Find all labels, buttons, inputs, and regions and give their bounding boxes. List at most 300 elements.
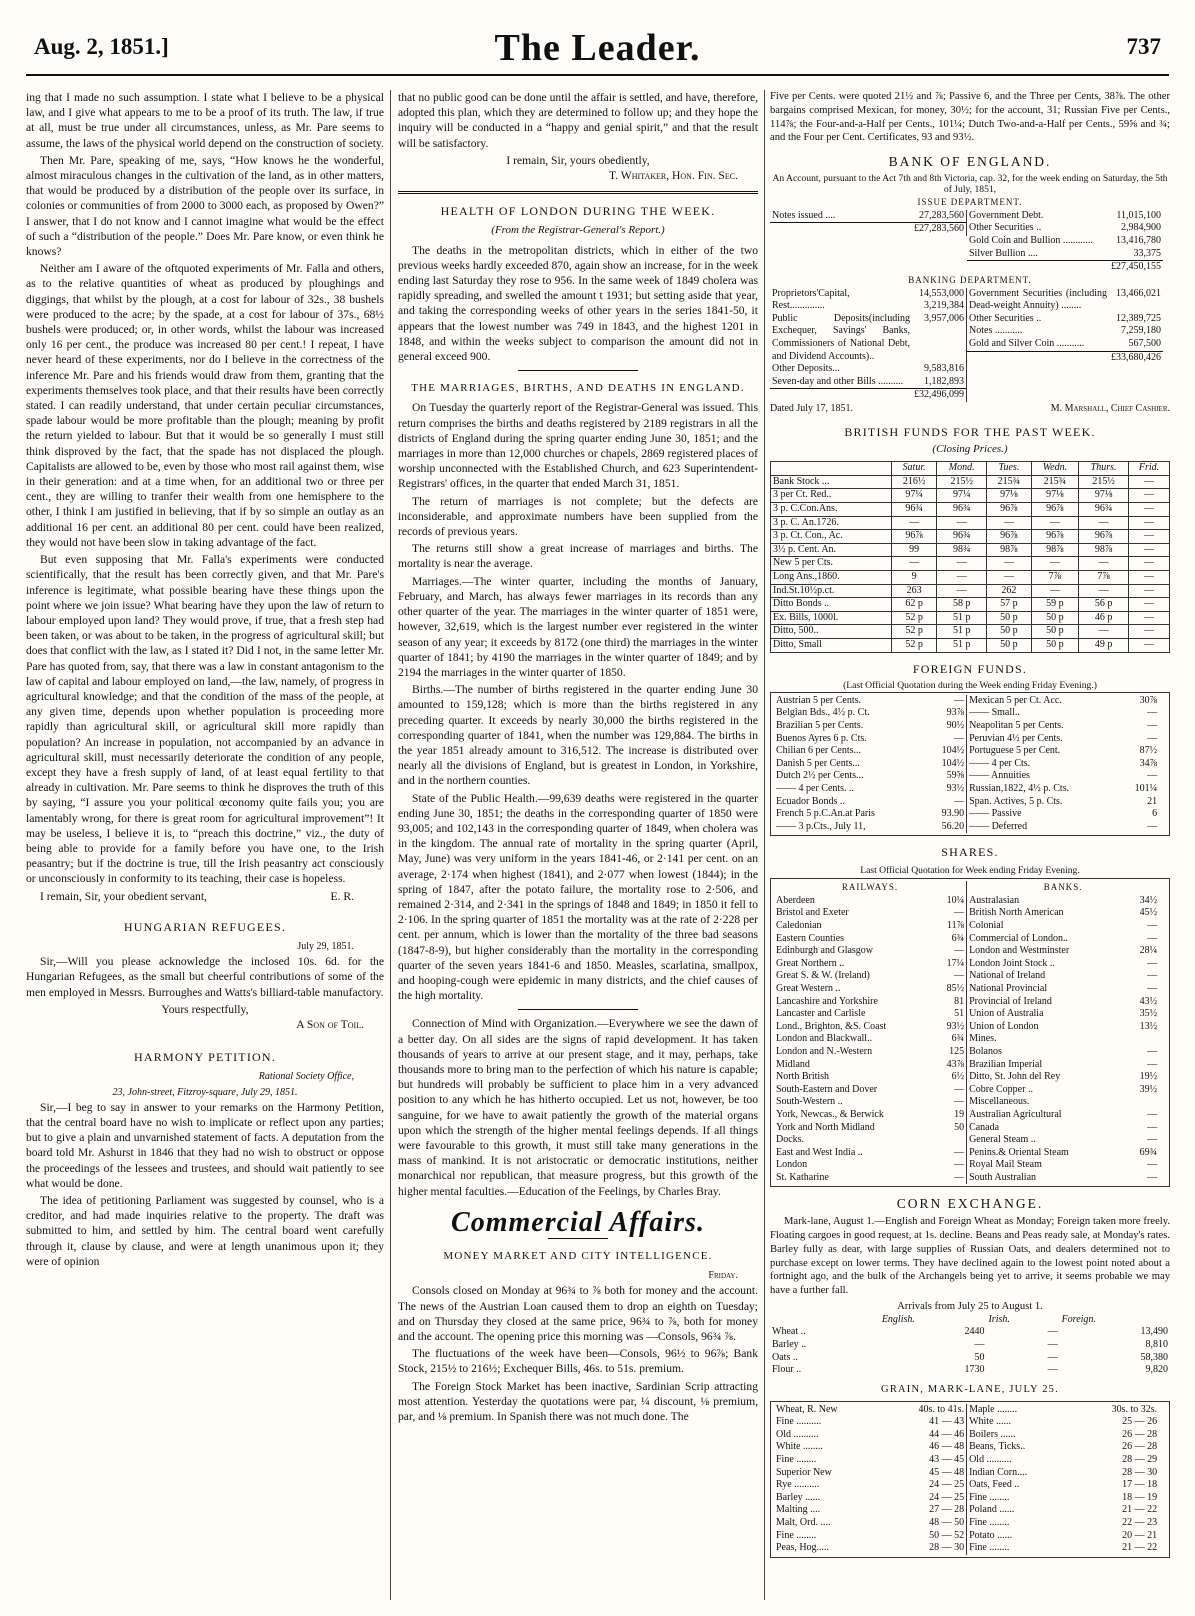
table-row [771,516,1170,530]
table-row [771,625,1170,639]
row-value: — [954,694,965,706]
table-row [967,1008,1159,1021]
table-row [774,1172,966,1185]
row-label: Belgian Bds., 4½ p. Ct. [776,707,870,719]
row-value: 59⅝ [946,770,965,782]
row-label: Fine .......... [776,1416,822,1428]
arrival-value: 2440 [964,1326,985,1338]
table-row [774,695,966,708]
table-row [770,376,966,389]
shares-table [770,878,1170,1187]
row-value: — [1147,982,1158,994]
paragraph: ing that I made no such assumption. I state what I believe to be a physical law, and I give what appears to me to be a proof of its truth. The law, if true at all, must be true under all circumstances, unless, as Mr. Pare seems to assume, the laws of the physical world depend on the construction of society. [26,91,384,150]
divider [518,1009,638,1010]
table-row [967,945,1159,958]
table-row [774,758,966,771]
closing-text: I remain, Sir, your obedient servant, [40,889,207,903]
row-label: —— 4 per Cents. .. [776,783,855,795]
fund-price: 51 p [937,625,987,639]
row-value: 93⅞ [946,707,965,719]
row-value: — [1147,1159,1158,1171]
fund-price: 7⅞ [1079,571,1129,585]
row-label: Buenos Ayres 6 p. Cts. [776,732,867,744]
page-number: 737 [1126,34,1161,59]
row-value: 6¾ [951,1033,965,1045]
row-value: — [1147,707,1158,719]
hungarian-closing: Yours respectfully, [161,1002,249,1016]
row-label: Penins.& Oriental Steam [969,1146,1069,1158]
fund-price: — [1031,557,1078,571]
money-market-heading: MONEY MARKET AND CITY INTELLIGENCE. [443,1250,713,1263]
row-label: Miscellaneous. [969,1096,1030,1108]
fund-price: — [1129,571,1170,585]
row-label: Austrian 5 per Cents. [776,694,861,706]
row-value: 28 — 30 [1122,1466,1158,1478]
paragraph: Marriages.—The winter quarter, including the months of January, February, and March, has always fewer marriages in its records than any other quarter of the year. The marriages in the winter quarter of 1851 were, however, 32,619, which is the largest number ever registered in the winter season of any year; it exceeds by 8172 (one third) the marriages in the winter quarter of 1841; by 4190 the marriages in the winter quarter of 1849; and by 2194 the marriages in the winter quarter of 1850. [398,574,758,679]
row-value: 104½ [941,757,965,769]
row-value: 56.20 [941,820,965,832]
table-header [770,1314,880,1327]
table-row [967,210,1163,223]
row-value: — [1147,957,1158,969]
row-label: Great S. & W. (Ireland) [776,970,870,982]
row-value: 6¾ [951,932,965,944]
issue-left-table [770,210,966,236]
table-row [774,1071,966,1084]
row-value: 12,389,725 [1116,312,1161,324]
row-label: East and West India .. [776,1146,863,1158]
row-label: London [776,1159,808,1171]
row-label: Oats, Feed .. [969,1479,1020,1491]
row-label: Ecuador Bonds .. [776,795,845,807]
fund-price: — [1031,584,1078,598]
paragraph: that no public good can be done until the affair is settled, and have, therefore, adopted this plan, which they are determined to follow up; and they hope the inquiry will be conducted in a “happy and genial spirit,” and that the result will be satisfactory. [398,91,758,150]
table-row [967,1517,1159,1530]
fund-name: 3½ p. Cent. An. [771,543,892,557]
row-value: — [954,1083,965,1095]
fund-price: 97⅛ [1079,489,1129,503]
banks-label: BANKS. [1043,882,1083,893]
section-divider [398,191,758,194]
table-row [771,543,1170,557]
row-value: 17 — 18 [1122,1479,1158,1491]
paragraph: Connection of Mind with Organization.—Everywhere we see the dawn of a better day. On all sides are the signs of rapid development. It has taken thousands of years to arrive at our present stage, and it may, perhaps, take thousands more to bring man to the perfection of which his nature is capable; but hundreds will probably be sufficient to place him in a very advanced position to any which he has hitherto occupied. Let us not, however, be too sanguine, for we have to await patiently the growth of the material organs upon which the strength of the higher mental feelings depends. If all things were favourable to this growth, it must still take many generations in the mass of mankind. It is not aristocratic or democratic institutions, neither monarchical nor republican, that measure progress, but this growth of the higher mental faculties.—Education of the Feelings, by Charles Bray. [398,1017,758,1198]
table-row [774,1046,966,1059]
row-value: 9,583,816 [924,363,964,375]
issue-total-right: £27,450,155 [1111,261,1161,273]
table-row [967,808,1159,821]
row-label: White ...... [969,1416,1012,1428]
fund-price: — [1129,611,1170,625]
shares-subheading: Last Official Quotation for Week ending Friday Evening. [860,865,1080,877]
arrival-col-header: English. [881,1313,915,1325]
row-value: 104½ [941,745,965,757]
row-label: Portuguese 5 per Cent. [969,745,1061,757]
fund-price: 51 p [937,639,987,653]
row-label: Rye .......... [776,1479,820,1491]
row-value: 11⅞ [946,920,965,931]
table-row [774,996,966,1009]
row-value: 28¼ [1139,945,1158,957]
fund-name: Bank Stock ... [771,475,892,489]
row-value: 43½ [1139,995,1158,1007]
table-row [774,1109,966,1122]
table-row [774,1416,966,1429]
table-row [967,1096,1159,1109]
bank-signed: M. Marshall, Chief Cashier. [1050,402,1170,414]
row-value: 50 — 52 [929,1529,965,1541]
fund-price: 49 p [1079,639,1129,653]
row-label: Superior New [776,1466,832,1478]
table-row [967,796,1159,809]
table-row [771,571,1170,585]
table-row [967,958,1159,971]
table-row [774,983,966,996]
table-row [967,338,1163,351]
table-row [967,1492,1159,1505]
row-value: 69¾ [1139,1146,1158,1158]
row-label: St. Katharine [776,1171,829,1183]
fund-price: 58 p [937,598,987,612]
fund-name: Ditto Bonds .. [771,598,892,612]
row-value: 19½ [1139,1071,1158,1083]
table-row [774,1008,966,1021]
table-row [774,907,966,920]
row-label: Chilian 6 per Cents... [776,745,861,757]
row-label: Brazilian Imperial [969,1058,1043,1070]
bank-heading: BANK OF ENGLAND. [888,154,1052,170]
fund-price: 98⅞ [987,543,1031,557]
row-value: 25 — 26 [1122,1416,1158,1428]
hungarian-signature: A Son of Toil. [296,1017,364,1031]
row-value: 27 — 28 [929,1504,965,1516]
row-value: — [954,907,965,919]
table-row [967,313,1163,326]
row-value: — [954,1146,965,1158]
table-row [967,1109,1159,1122]
fund-price: — [1129,503,1170,517]
row-value: 39½ [1139,1083,1158,1095]
foreign-funds-heading: FOREIGN FUNDS. [912,661,1028,676]
row-label: Ditto, St. John del Rey [969,1071,1061,1083]
row-label: Cobre Copper .. [969,1083,1033,1095]
british-funds-table [770,461,1170,652]
fund-price: 50 p [1031,611,1078,625]
fund-price: — [891,557,936,571]
table-row [967,1147,1159,1160]
table-row [967,695,1159,708]
bank-dated-line [770,402,1170,416]
fund-price: — [1079,584,1129,598]
row-label: Colonial [969,920,1004,931]
table-row [771,503,1170,517]
fund-name: Ditto, Small [771,639,892,653]
grain-heading: GRAIN, MARK-LANE, JULY 25. [881,1383,1059,1395]
paragraph: Five per Cents. were quoted 21½ and ⅞; Passive 6, and the Three per Cents, 38⅞. The other bargains comprised Mexican, for money, 30½; for the account, 31; Russian Five per Cents., 114⅞; the Four-and-a-Half per Cents., 101¼; Dutch Two-and-a-Half per Cents., 59⅝ and ¾; and the Four per Cent. Certificates, 93 and 93½. [770,91,1170,144]
table-row [771,557,1170,571]
table-row [771,611,1170,625]
row-value: 1,182,893 [924,375,964,387]
row-value: 44 — 46 [929,1428,965,1440]
row-label: —— Small.. [969,707,1020,719]
row-label: Malting .... [776,1504,821,1516]
fund-price: 215½ [1079,475,1129,489]
railways-label: RAILWAYS. [841,882,899,893]
row-label: White ........ [776,1441,823,1453]
fund-price: — [1129,516,1170,530]
row-value: 13½ [1139,1020,1158,1032]
row-value: 34½ [1139,894,1158,906]
fund-price: 56 p [1079,598,1129,612]
fund-price: — [1031,516,1078,530]
divider [518,370,638,371]
fund-name: 3 p. C.Con.Ans. [771,503,892,517]
row-value: 45 — 48 [929,1466,965,1478]
fund-name: 3 p. Ct. Con., Ac. [771,530,892,544]
row-value: — [1147,1171,1158,1183]
row-label: Bolanos [969,1045,1002,1057]
grain-table [770,1401,1170,1558]
fund-price: — [1129,543,1170,557]
fund-price: 97¼ [891,489,936,503]
table-row [967,1530,1159,1543]
row-value: 93.90 [941,808,965,820]
table-row [774,933,966,946]
table-row [967,920,1159,933]
row-label: —— 4 per Cts. [969,757,1031,769]
row-label: Fine ........ [776,1529,817,1541]
table-row [967,1429,1159,1442]
fund-price: 96⅞ [987,530,1031,544]
fund-price: — [937,557,987,571]
paragraph: The deaths in the metropolitan districts, which in either of the two previous weeks hardly exceeded 870, again show an increase, for in the week ending last Saturday they rose to 956. In the same week of 1849 cholera was rapidly spreading, and swelled the amount t 1931; but setting aside that year, and taking the corresponding weeks of other years in the series 1841-50, it appears that the lowest number was 749 in 1843, and the highest 1201 in 1848, and within the weeks subject to comparison the amount did not in general exceed 900. [398,243,758,364]
table-row [967,1454,1159,1467]
table-row [774,945,966,958]
row-label: Aberdeen [776,894,815,906]
row-label: Fine ........ [969,1491,1010,1503]
row-value: 20 — 21 [1122,1529,1158,1541]
fund-price: 52 p [891,611,936,625]
row-value: 21 — 22 [1122,1542,1158,1554]
row-value: 13,466,021 [1116,287,1161,299]
table-row [967,783,1159,796]
fund-price: — [1129,584,1170,598]
row-value: 26 — 28 [1122,1428,1158,1440]
table-row [967,907,1159,920]
table-row [967,325,1163,338]
row-value: 11,015,100 [1116,209,1161,221]
arrival-col-header: Foreign. [1061,1313,1096,1325]
row-label: —— Passive [969,808,1022,820]
table-row [774,1530,966,1543]
row-value: 33,375 [1133,247,1161,259]
row-value: 45½ [1139,907,1158,919]
arrival-value: 1730 [964,1364,985,1376]
row-value: — [1147,920,1158,931]
row-value: 10¼ [946,894,965,906]
fund-price: 9 [891,571,936,585]
table-row [770,210,966,223]
table-row [967,1122,1159,1135]
fund-price: 50 p [987,625,1031,639]
row-value: 6½ [951,1071,965,1083]
row-label: Old .......... [776,1428,819,1440]
table-header [771,462,892,476]
paragraph: The idea of petitioning Parliament was suggested by counsel, who is a creditor, and had made inquiries relative to the property. The draft was submitted to him, and settled by him. The central board went carefully through it, clause by clause, and were at length unanimous upon it; they were of opinion [26,1194,384,1268]
table-row [967,983,1159,996]
table-row [770,313,966,363]
row-label: Edinburgh and Glasgow [776,945,874,957]
table-row [774,1517,966,1530]
row-value: 13,416,780 [1116,234,1161,246]
divider [548,1238,608,1239]
fund-price: 216½ [891,475,936,489]
row-value: 30⅞ [1139,694,1158,706]
fund-price: 7⅞ [1031,571,1078,585]
table-row [967,895,1159,908]
masthead [26,14,1169,76]
row-label: National of Ireland [969,970,1046,982]
fund-price: 57 p [987,598,1031,612]
fund-price: 96⅞ [1031,503,1078,517]
row-value: 3,957,006 [924,312,964,324]
row-label: South Australian [969,1171,1037,1183]
banking-total-right: £33,680,426 [1111,351,1161,363]
table-row [967,1046,1159,1059]
row-value: 125 [949,1045,965,1057]
table-row [967,1071,1159,1084]
letter-closing: I remain, Sir, yours obediently, [506,153,650,167]
row-label: Fine ........ [969,1542,1010,1554]
fund-price: — [1129,639,1170,653]
row-label: Lancashire and Yorkshire [776,995,878,1007]
row-label: Australasian [969,894,1020,906]
arrival-value: 8,810 [1145,1339,1168,1351]
row-value: 24 — 25 [929,1479,965,1491]
table-row [967,970,1159,983]
row-label: Barley ...... [776,1491,821,1503]
british-funds-heading: BRITISH FUNDS FOR THE PAST WEEK. [844,424,1096,439]
hungarian-date: July 29, 1851. [297,940,354,952]
table-row [774,783,966,796]
row-label: Other Securities .. [969,222,1042,234]
row-label: Union of London [969,1020,1039,1032]
row-label: Bristol and Exeter [776,907,849,919]
row-value: — [1147,1134,1158,1146]
row-label: Silver Bullion .... [969,247,1038,259]
table-row [774,895,966,908]
fund-price: — [1079,625,1129,639]
table-row [774,1134,966,1147]
table-row [774,1467,966,1480]
table-row [774,1021,966,1034]
row-value: 101¼ [1134,783,1158,795]
row-value: 30s. to 32s. [1111,1403,1158,1415]
row-value: 21 [1147,795,1158,807]
table-row [774,1159,966,1172]
table-row [770,1364,1170,1377]
bank-subheading: An Account, pursuant to the Act 7th and 8th Victoria, cap. 32, for the week ending on Saturday, the 5th of July, 1851, [772,172,1168,196]
fund-price: — [1129,625,1170,639]
letter-closing [26,889,384,904]
row-value: 87½ [1139,745,1158,757]
column-rule [390,90,391,1600]
fund-price: 50 p [1031,639,1078,653]
row-label: Eastern Counties [776,932,845,944]
table-row [774,1504,966,1517]
table-row [967,1441,1159,1454]
row-label: Wheat, R. New [776,1403,838,1415]
fund-name: 3 p. C. An.1726. [771,516,892,530]
row-label: Provincial of Ireland [969,995,1052,1007]
row-value [1126,1033,1159,1046]
fund-name: Long Ans.,1860. [771,571,892,585]
table-row [967,1172,1159,1185]
row-value: 48 — 50 [929,1516,965,1528]
table-row [967,1134,1159,1147]
table-row [967,1504,1159,1517]
fund-price: 96¾ [1079,503,1129,517]
fund-name: Ind.St.10½p.ct. [771,584,892,598]
table-row [774,1429,966,1442]
paragraph: Mark-lane, August 1.—English and Foreign Wheat as Monday; Foreign taken more freely. Floating cargoes in good request, at 1s. decline. Beans and Peas ready sale, at Monday's rates. Barley fully as dear, with large supplies of Russian Oats, and dealers determined not to purchase except on lower terms. They have declined again to the lowest point noted about a fortnight ago, and the bulk of the Archangels being yet to arrive, it seems probable we may have a further fall. [770,1216,1170,1297]
fund-price: 50 p [1031,625,1078,639]
row-label: Lancaster and Carlisle [776,1008,866,1020]
fund-price: 52 p [891,639,936,653]
paragraph: On Tuesday the quarterly report of the Registrar-General was issued. This return comprises the births and deaths registered by 2189 registrars in all the districts of England during the spring quarter ending June 30, 1851; and the marriages in more than 12,000 churches or chapels, 2869 registered places of worship unconnected with the Established Church, and 623 Superintendent-Registrars' offices, in the quarter that ended March 31, 1851. [398,401,758,491]
arrivals-table [770,1314,1170,1377]
fund-price: — [1129,475,1170,489]
fund-price: 96¾ [937,530,987,544]
table-row [774,1147,966,1160]
fund-price: 262 [987,584,1031,598]
paragraph: The return of marriages is not complete; but the defects are inconsiderable, and approximate numbers have been supplied from the records of previous years. [398,494,758,539]
row-value: 21 — 22 [1122,1504,1158,1516]
day-header: Satur. [891,462,936,476]
money-market-day: Friday. [708,1270,738,1282]
row-value: — [1147,1058,1158,1070]
row-value: 6 [1152,808,1158,820]
row-label: Seven-day and other Bills .......... [772,375,904,387]
row-label: Malt, Ord. .... [776,1516,831,1528]
table-row [774,796,966,809]
paragraph: Neither am I aware of the oftquoted experiments of Mr. Falla and others, as to the relative quantities of wheat as produced by ploughings and diggings, that whilst by the plough, at a cost for labour of 32s., 38 bushels were produced to the acre; by the spade, at a cost for labour of 37s., 68½ bushels were produced; or, in other words, whilst the labour was increased only 16 per cent., the produce was increased 80 per cent.! I repeat, I have never heard of these experiments, nor do I believe in the correctness of the inference Mr. Pare and his friends would draw from them, granting that the experiments themselves took place, and that their results have been correctly stated. I can readily understand, that under certain peculiar circumstances, spade labour would be more profitable than the plough; meaning by profit the return yielded to labour. But that it would be so generally I must still think disproved by the fact, that the spade has not displaced the plough. Capitalists are allowed to be, even by those who most rail against them, wise in their generation: and at a time when, for an additional two or three per cent., they are willing to tranfer their wealth from one hemisphere to the other, I think I am justified in believing, that if by so simple an outlay as an additional 16 per cent. an additional 80 per cent. could have been realized, they would not have been slow in taking advantage of the fact. [26,262,384,549]
row-value: 27,283,560 [919,209,964,221]
table-row [967,1467,1159,1480]
row-value [936,1134,966,1147]
fund-name: Ex. Bills, 1000l. [771,611,892,625]
row-value: 90½ [946,720,965,732]
row-label: North British [776,1071,830,1083]
row-label: Russian,1822, 4½ p. Cts. [969,783,1070,795]
row-value: — [1147,932,1158,944]
fund-price: 96⅞ [891,530,936,544]
row-label: Public Deposits(including Exchequer, Savings' Banks, Commissioners of National Debt, and Dividend Accounts).. [772,312,910,362]
arrival-value: — [1047,1339,1058,1351]
arrival-value: — [1047,1351,1058,1363]
fund-price: 52 p [891,625,936,639]
row-value: 28 — 30 [929,1542,965,1554]
row-label: Midland [776,1058,810,1070]
paragraph: The Foreign Stock Market has been inactive, Sardinian Scrip attracting most attention. Yesterday the quotations were par, ¼ discount, ⅛ premium, par, and ⅛ premium. In Spanish there was not much done. The [398,1379,758,1424]
british-funds-subheading: (Closing Prices.) [932,443,1008,456]
row-value: — [1147,1108,1158,1120]
row-label: Brazilian 5 per Cents. [776,720,864,732]
table-row [967,733,1159,746]
table-row [967,1021,1159,1034]
issue-total-left: £27,283,560 [914,223,964,235]
row-label: Boilers ...... [969,1428,1016,1440]
